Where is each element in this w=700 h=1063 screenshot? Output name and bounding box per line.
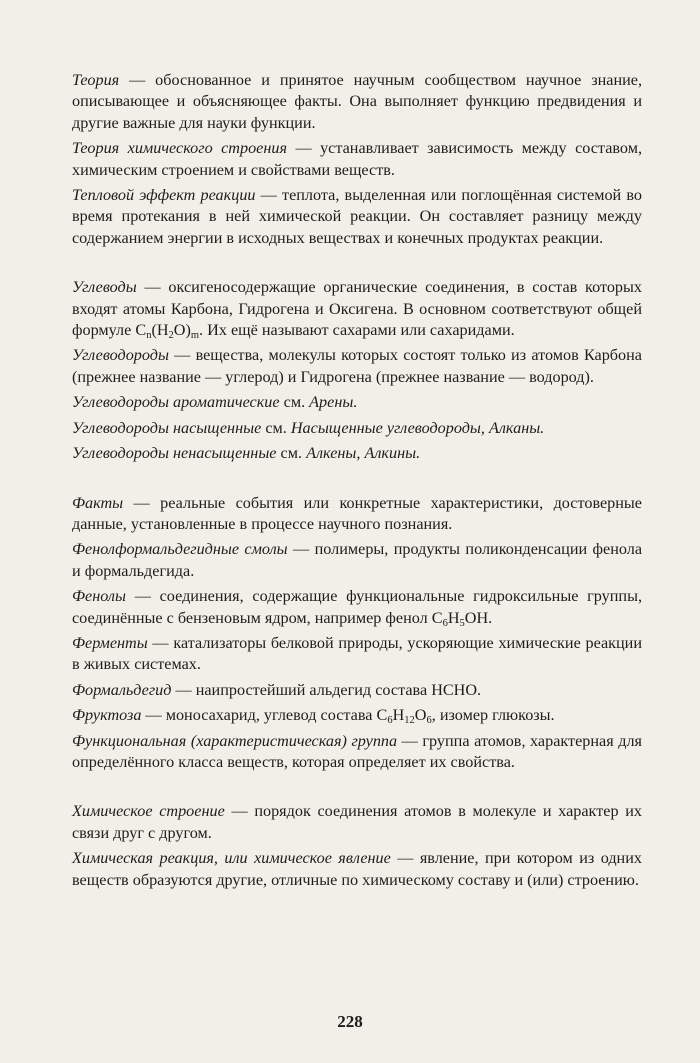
formula: $C_6H_{12}O_6$ bbox=[376, 706, 432, 727]
section-gap bbox=[72, 777, 642, 801]
entry-teoria-himicheskogo-stroeniya bbox=[72, 138, 642, 181]
entry-fenoly bbox=[72, 586, 642, 629]
cross-reference: Алкены, Алкины. bbox=[306, 444, 421, 463]
term: Углеводы bbox=[72, 278, 137, 297]
definition: — реальные события или конкретные характеристики, достоверные данные, установленные в процессе научного познания. bbox=[72, 493, 642, 533]
formula: $C_n(H_2O)_m$ bbox=[135, 321, 200, 342]
entry-himicheskaya-reakciya bbox=[72, 848, 642, 891]
section-gap bbox=[72, 253, 642, 277]
definition: — группа атомов, характерная для определённого класса веществ, которая определяет их свойства. bbox=[72, 731, 642, 771]
definition: — оксигеносодержащие органические соединения, в состав которых входят атомы Карбона, Гидрогена и Оксигена. В основном соответствуют общей формуле bbox=[72, 278, 642, 340]
term: Углеводороды ненасыщенные bbox=[72, 444, 277, 463]
term: Фенолформальдегидные смолы bbox=[72, 540, 288, 559]
term: Тепловой эффект реакции bbox=[72, 186, 256, 205]
term: Углеводороды ароматические bbox=[72, 393, 280, 412]
formula: $C_6H_5OH$. bbox=[431, 608, 493, 629]
term: Функциональная (характеристическая) группа bbox=[72, 731, 398, 750]
entry-fenolformaldegidnye-smoly bbox=[72, 539, 642, 582]
definition: — порядок соединения атомов в молекуле и характер их связи друг с другом. bbox=[72, 802, 642, 842]
entry-fermenty bbox=[72, 633, 642, 676]
definition-tail: , изомер глюкозы. bbox=[431, 706, 555, 725]
entry-formaldegid bbox=[72, 680, 642, 701]
see-also: см. bbox=[261, 418, 291, 437]
see-also: см. bbox=[276, 444, 307, 463]
definition: — явление, при котором из одних веществ образуются другие, отличные по химическому составу и (или) строению. bbox=[72, 849, 642, 889]
entry-fruktoza bbox=[72, 705, 642, 726]
entry-fakty bbox=[72, 493, 642, 536]
entry-uglevodorody bbox=[72, 345, 642, 388]
entry-funkcionalnaya-gruppa bbox=[72, 731, 642, 774]
entry-uglevodorody-nenasyshchennye bbox=[72, 443, 642, 464]
term: Химическая реакция, или химическое явление bbox=[72, 849, 391, 868]
page-number: 228 bbox=[337, 1012, 363, 1031]
term: Углеводороды насыщенные bbox=[72, 418, 262, 437]
term: Ферменты bbox=[72, 633, 148, 652]
term: Факты bbox=[72, 493, 124, 512]
term: Химическое строение bbox=[72, 802, 225, 821]
cross-reference: Насыщенные углеводороды, Алканы. bbox=[290, 418, 545, 437]
term: Углеводороды bbox=[72, 346, 169, 365]
entry-uglevodorody-aromaticheskie bbox=[72, 392, 642, 413]
term: Фенолы bbox=[72, 587, 126, 606]
definition-tail: . Их ещё называют сахарами или сахаридами. bbox=[199, 321, 515, 340]
definition: — теплота, выделенная или поглощённая системой во время протекания в ней химической реакции. Он составляет разницу между содержанием энергии в исходных веществах и конечных продуктах реакции. bbox=[72, 186, 642, 247]
entry-teoria bbox=[72, 70, 642, 134]
definition: — устанавливает зависимость между составом, химическим строением и свойствами веществ. bbox=[72, 139, 642, 179]
section-gap bbox=[72, 469, 642, 493]
definition: — наипростейший альдегид состава HCHO. bbox=[171, 680, 482, 699]
definition: — вещества, молекулы которых состоят только из атомов Карбона (прежнее название — углерод) и Гидрогена (прежнее название — водород). bbox=[72, 346, 642, 386]
see-also: см. bbox=[279, 393, 310, 412]
term: Теория химического строения bbox=[72, 139, 288, 158]
term: Формальдегид bbox=[72, 680, 172, 699]
definition: — соединения, содержащие функциональные гидроксильные группы, соединённые с бензеновым ядром, например фенол bbox=[72, 587, 642, 627]
term: Фруктоза bbox=[72, 706, 142, 725]
cross-reference: Арены. bbox=[309, 393, 358, 412]
glossary-page bbox=[72, 70, 642, 895]
definition: — полимеры, продукты поликонденсации фенола и формальдегида. bbox=[72, 540, 643, 580]
definition: — моносахарид, углевод состава bbox=[141, 706, 377, 725]
term: Теория bbox=[72, 71, 120, 89]
definition: — катализаторы белковой природы, ускоряющие химические реакции в живых системах. bbox=[72, 633, 642, 674]
entry-himicheskoe-stroenie bbox=[72, 801, 642, 844]
entry-uglevody bbox=[72, 277, 642, 341]
entry-uglevodorody-nasyshchennye bbox=[72, 418, 642, 439]
definition: — обоснованное и принятое научным сообществом научное знание, описывающее и объясняющее факты. Она выполняет функцию предвидения и другие важные для науки функции. bbox=[72, 71, 642, 132]
entry-teplovoy-effekt bbox=[72, 185, 642, 249]
